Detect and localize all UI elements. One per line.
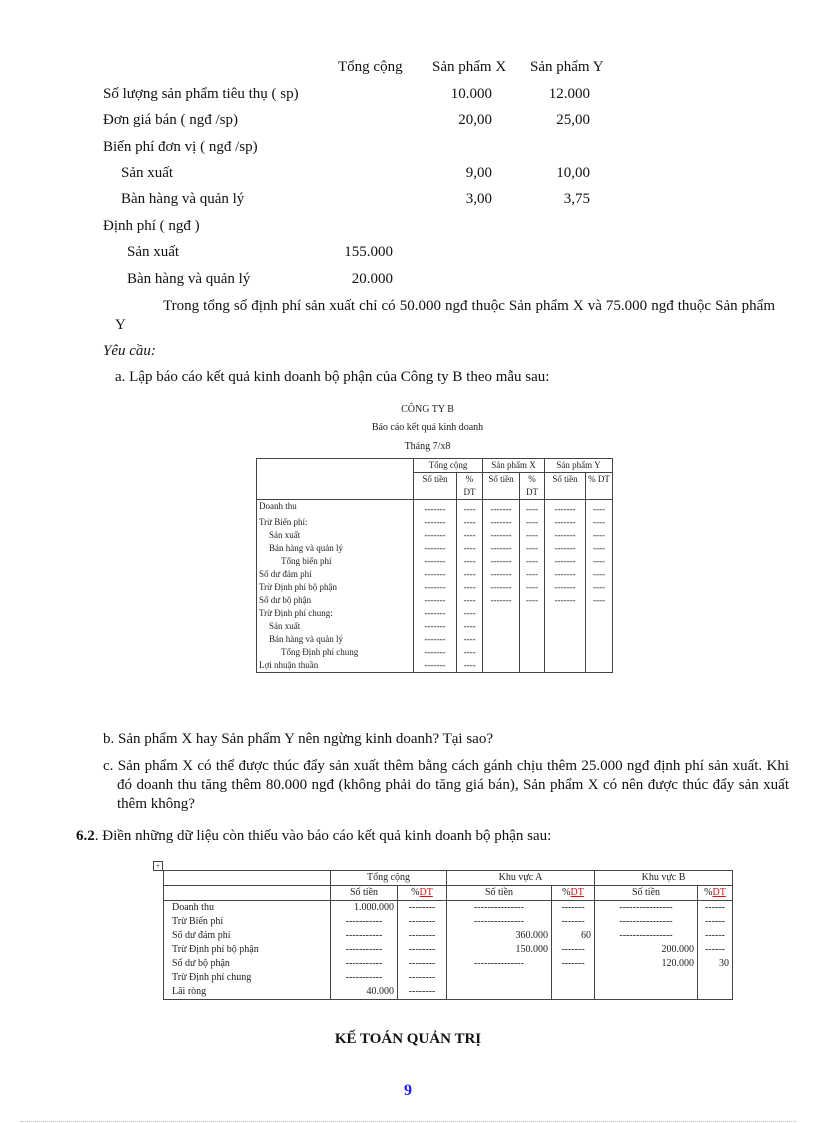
seg-cell[interactable] bbox=[698, 985, 733, 1000]
row-price-y: 25,00 bbox=[556, 112, 590, 128]
template-row-label: Tổng Định phí chung bbox=[257, 646, 414, 659]
template-cell: ------- bbox=[414, 646, 457, 659]
seg-cell[interactable]: ------ bbox=[698, 943, 733, 957]
template-row-label: Bán hàng và quản lý bbox=[257, 542, 414, 555]
seg-cell[interactable]: -------- bbox=[398, 915, 447, 929]
seg-cell[interactable]: --------------- bbox=[447, 915, 552, 929]
exercise-number: 6.2 bbox=[76, 828, 95, 844]
template-cell: ---- bbox=[457, 555, 483, 568]
seg-group-total: Tổng cộng bbox=[331, 871, 447, 886]
seg-cell[interactable] bbox=[447, 985, 552, 1000]
seg-row-label: Trừ Định phí bộ phận bbox=[164, 943, 331, 957]
template-cell: ------- bbox=[483, 529, 520, 542]
seg-cell[interactable]: --------------- bbox=[447, 957, 552, 971]
seg-cell[interactable]: ----------- bbox=[331, 915, 398, 929]
seg-cell[interactable]: ----------- bbox=[331, 943, 398, 957]
template-cell bbox=[586, 620, 613, 633]
pct-prefix: % bbox=[411, 887, 420, 898]
template-cell: ------- bbox=[545, 529, 586, 542]
seg-cell[interactable]: --------------- bbox=[447, 901, 552, 916]
seg-cell[interactable]: ---------------- bbox=[595, 929, 698, 943]
template-row-label: Trừ Biến phí: bbox=[257, 516, 414, 529]
template-cell bbox=[520, 659, 545, 673]
template-cell: ---- bbox=[457, 529, 483, 542]
template-cell bbox=[586, 646, 613, 659]
requirement-b: b. Sản phẩm X hay Sản phẩm Y nên ngừng kinh doanh? Tại sao? bbox=[103, 731, 493, 747]
seg-cell[interactable] bbox=[595, 985, 698, 1000]
template-cell: ---- bbox=[457, 594, 483, 607]
template-company: CÔNG TY B bbox=[401, 404, 454, 415]
seg-cell[interactable]: ------- bbox=[552, 915, 595, 929]
template-cell: ------- bbox=[414, 529, 457, 542]
seg-cell[interactable]: ---------------- bbox=[595, 915, 698, 929]
template-cell: ------- bbox=[483, 594, 520, 607]
seg-row bbox=[164, 971, 733, 985]
template-cell: ------- bbox=[414, 516, 457, 529]
template-month: Tháng 7/x8 bbox=[404, 441, 451, 452]
seg-sub-pct bbox=[552, 886, 595, 901]
template-row bbox=[257, 529, 613, 542]
template-cell: ---- bbox=[520, 568, 545, 581]
exercise-6-2 bbox=[76, 828, 551, 845]
row-qty-x: 10.000 bbox=[450, 86, 492, 102]
template-cell: ---- bbox=[457, 646, 483, 659]
template-cell: ---- bbox=[586, 529, 613, 542]
template-row-label: Trừ Định phí chung: bbox=[257, 607, 414, 620]
template-cell: ---- bbox=[520, 516, 545, 529]
template-cell bbox=[483, 607, 520, 620]
template-cell: ------- bbox=[483, 516, 520, 529]
seg-cell[interactable]: 150.000 bbox=[447, 943, 552, 957]
segment-report-table bbox=[163, 870, 733, 1000]
template-cell bbox=[545, 607, 586, 620]
seg-cell[interactable]: 120.000 bbox=[595, 957, 698, 971]
template-row bbox=[257, 516, 613, 529]
seg-sub-amount: Số tiền bbox=[447, 886, 552, 901]
template-row bbox=[257, 607, 613, 620]
template-row bbox=[257, 500, 613, 517]
template-cell bbox=[520, 633, 545, 646]
template-cell: ---- bbox=[520, 581, 545, 594]
seg-cell[interactable]: ------- bbox=[552, 957, 595, 971]
template-row bbox=[257, 581, 613, 594]
template-sub-header bbox=[257, 473, 613, 500]
seg-cell[interactable]: 60 bbox=[552, 929, 595, 943]
template-cell: ---- bbox=[520, 500, 545, 517]
requirements-title: Yêu cầu: bbox=[103, 343, 156, 359]
template-cell bbox=[545, 646, 586, 659]
seg-cell[interactable]: 360.000 bbox=[447, 929, 552, 943]
row-vc-prod-x: 9,00 bbox=[465, 165, 492, 181]
template-cell bbox=[483, 646, 520, 659]
template-cell: ---- bbox=[520, 594, 545, 607]
template-cell: ---- bbox=[457, 568, 483, 581]
seg-cell[interactable]: ------- bbox=[552, 943, 595, 957]
template-row bbox=[257, 568, 613, 581]
row-fc-label: Định phí ( ngđ ) bbox=[103, 218, 200, 234]
template-cell: ---- bbox=[586, 500, 613, 517]
template-group-total: Tổng cộng bbox=[414, 459, 483, 473]
footer-title: KẾ TOÁN QUẢN TRỊ bbox=[334, 1031, 482, 1047]
template-cell bbox=[520, 620, 545, 633]
template-sub-amount: Số tiền bbox=[414, 473, 457, 500]
template-cell bbox=[520, 607, 545, 620]
template-title: Báo cáo kết quả kinh doanh bbox=[371, 422, 484, 433]
requirement-c: c. Sản phẩm X có thể được thúc đẩy sản xuất thêm bằng cách gánh chịu thêm 25.000 ngđ định phí sản xuất. Khi đó doanh thu tăng thêm 80.000 ngđ (không phải do tăng giá bán), Sản phẩm X có nên được thúc đẩy sản xuất thêm không? bbox=[103, 758, 789, 812]
row-fc-prod-total: 155.000 bbox=[344, 244, 393, 260]
template-cell: ------- bbox=[483, 500, 520, 517]
template-group-y: Sản phẩm Y bbox=[545, 459, 613, 473]
pct-dt: DT bbox=[712, 887, 726, 898]
template-row-label: Tổng biến phí bbox=[257, 555, 414, 568]
template-cell: ---- bbox=[520, 555, 545, 568]
row-fc-prod-label: Sản xuất bbox=[127, 244, 180, 260]
template-report-table bbox=[256, 458, 613, 673]
template-cell bbox=[483, 659, 520, 673]
template-cell bbox=[483, 620, 520, 633]
template-cell: ------- bbox=[545, 594, 586, 607]
template-row-label: Số dư bộ phận bbox=[257, 594, 414, 607]
row-qty-y: 12.000 bbox=[548, 86, 590, 102]
template-row-label: Lợi nhuận thuần bbox=[257, 659, 414, 673]
seg-cell[interactable] bbox=[552, 985, 595, 1000]
row-vc-sales-x: 3,00 bbox=[465, 191, 492, 207]
template-row bbox=[257, 594, 613, 607]
row-vc-prod-y: 10,00 bbox=[556, 165, 590, 181]
template-cell: ---- bbox=[520, 529, 545, 542]
seg-cell[interactable]: -------- bbox=[398, 957, 447, 971]
template-cell: ------- bbox=[414, 555, 457, 568]
template-cell: ------- bbox=[414, 659, 457, 673]
col-header-product-x: Sản phẩm X bbox=[432, 59, 507, 75]
row-price-label: Đơn giá bán ( ngđ /sp) bbox=[103, 112, 238, 128]
template-cell: ------- bbox=[545, 555, 586, 568]
template-sub-amount: Số tiền bbox=[545, 473, 586, 500]
row-fc-sales-total: 20.000 bbox=[351, 271, 393, 287]
template-cell: ------- bbox=[414, 594, 457, 607]
template-cell: ------- bbox=[414, 620, 457, 633]
row-price-x: 20,00 bbox=[458, 112, 492, 128]
template-group-header bbox=[257, 459, 613, 473]
template-cell: ---- bbox=[457, 542, 483, 555]
seg-cell[interactable]: -------- bbox=[398, 943, 447, 957]
template-cell: ---- bbox=[586, 542, 613, 555]
template-cell: ------- bbox=[545, 581, 586, 594]
template-cell: ------- bbox=[545, 542, 586, 555]
seg-group-header bbox=[164, 871, 733, 886]
template-row bbox=[257, 555, 613, 568]
seg-row-label: Số dư bộ phận bbox=[164, 957, 331, 971]
seg-cell[interactable]: 1.000.000 bbox=[331, 901, 398, 916]
seg-row-label: Trừ Định phí chung bbox=[164, 971, 331, 985]
seg-cell[interactable]: 200.000 bbox=[595, 943, 698, 957]
pct-dt: DT bbox=[570, 887, 584, 898]
template-cell: ---- bbox=[586, 594, 613, 607]
template-cell bbox=[586, 607, 613, 620]
row-fc-sales-label: Bàn hàng và quản lý bbox=[127, 271, 251, 287]
template-row-label: Số dư đảm phí bbox=[257, 568, 414, 581]
seg-cell[interactable]: ------ bbox=[698, 915, 733, 929]
template-cell: ------- bbox=[545, 500, 586, 517]
col-header-total: Tổng cộng bbox=[338, 59, 403, 75]
row-vc-label: Biến phí đơn vị ( ngđ /sp) bbox=[103, 139, 258, 155]
seg-row-label: Số dư đảm phí bbox=[164, 929, 331, 943]
template-row bbox=[257, 620, 613, 633]
requirement-a: a. Lập báo cáo kết quả kinh doanh bộ phận của Công ty B theo mẫu sau: bbox=[115, 369, 550, 385]
seg-row-label: Trừ Biến phí bbox=[164, 915, 331, 929]
seg-cell[interactable]: -------- bbox=[398, 971, 447, 985]
template-cell: ------- bbox=[414, 633, 457, 646]
template-row-label: Sản xuất bbox=[257, 529, 414, 542]
template-cell bbox=[545, 659, 586, 673]
template-cell: ---- bbox=[586, 581, 613, 594]
seg-cell[interactable]: 30 bbox=[698, 957, 733, 971]
seg-cell[interactable] bbox=[698, 971, 733, 985]
row-vc-prod-label: Sản xuất bbox=[121, 165, 174, 181]
template-group-x: Sản phẩm X bbox=[483, 459, 545, 473]
template-cell bbox=[545, 633, 586, 646]
seg-cell[interactable] bbox=[447, 971, 552, 985]
template-cell: ---- bbox=[586, 516, 613, 529]
template-cell: ------- bbox=[483, 542, 520, 555]
template-row bbox=[257, 659, 613, 673]
seg-cell[interactable]: ------ bbox=[698, 901, 733, 916]
seg-row-label: Lãi ròng bbox=[164, 985, 331, 1000]
template-cell bbox=[586, 659, 613, 673]
template-sub-pct: % DT bbox=[457, 473, 483, 500]
template-cell bbox=[483, 633, 520, 646]
pct-prefix: % bbox=[704, 887, 713, 898]
template-cell: ------- bbox=[414, 581, 457, 594]
template-cell: ------- bbox=[545, 568, 586, 581]
template-cell: ------- bbox=[483, 581, 520, 594]
template-cell: ------- bbox=[545, 516, 586, 529]
seg-cell[interactable]: ----------- bbox=[331, 957, 398, 971]
template-cell: ---- bbox=[457, 633, 483, 646]
template-cell: ---- bbox=[457, 500, 483, 517]
seg-group-a: Khu vực A bbox=[447, 871, 595, 886]
seg-row bbox=[164, 901, 733, 916]
seg-sub-pct bbox=[698, 886, 733, 901]
seg-sub-pct bbox=[398, 886, 447, 901]
pct-prefix: % bbox=[562, 887, 571, 898]
row-vc-sales-label: Bàn hàng và quản lý bbox=[121, 191, 245, 207]
seg-sub-header bbox=[164, 886, 733, 901]
template-cell: ---- bbox=[586, 555, 613, 568]
seg-cell[interactable]: ------- bbox=[552, 901, 595, 916]
seg-cell[interactable] bbox=[552, 971, 595, 985]
template-row bbox=[257, 542, 613, 555]
template-cell: ------- bbox=[414, 542, 457, 555]
template-cell: ------- bbox=[483, 568, 520, 581]
seg-row bbox=[164, 943, 733, 957]
seg-row bbox=[164, 957, 733, 971]
template-row bbox=[257, 633, 613, 646]
exercise-text: . Điền những dữ liệu còn thiếu vào báo cáo kết quả kinh doanh bộ phận sau: bbox=[94, 828, 552, 844]
col-header-product-y: Sản phẩm Y bbox=[530, 59, 604, 75]
template-sub-pct: % DT bbox=[586, 473, 613, 500]
seg-cell[interactable]: 40.000 bbox=[331, 985, 398, 1000]
template-sub-pct: % DT bbox=[520, 473, 545, 500]
seg-row bbox=[164, 915, 733, 929]
seg-cell[interactable]: ---------------- bbox=[595, 901, 698, 916]
template-row-label: Trừ Định phí bộ phận bbox=[257, 581, 414, 594]
note-paragraph: Trong tổng số định phí sản xuất chỉ có 50.000 ngđ thuộc Sản phẩm X và 75.000 ngđ thuộc Sản phẩm Y bbox=[115, 298, 775, 333]
template-sub-amount: Số tiền bbox=[483, 473, 520, 500]
row-vc-sales-y: 3,75 bbox=[563, 191, 590, 207]
table-move-handle-icon[interactable]: + bbox=[153, 861, 163, 871]
seg-row-label: Doanh thu bbox=[164, 901, 331, 916]
seg-cell[interactable]: -------- bbox=[398, 929, 447, 943]
seg-cell[interactable]: ----------- bbox=[331, 929, 398, 943]
template-cell: ---- bbox=[457, 659, 483, 673]
template-cell: ------- bbox=[414, 568, 457, 581]
template-row-label: Sản xuất bbox=[257, 620, 414, 633]
template-cell: ------- bbox=[414, 607, 457, 620]
seg-cell[interactable]: -------- bbox=[398, 901, 447, 916]
template-cell: ---- bbox=[520, 542, 545, 555]
template-cell bbox=[545, 620, 586, 633]
seg-sub-amount: Số tiền bbox=[331, 886, 398, 901]
template-cell bbox=[520, 646, 545, 659]
page-bottom-rule bbox=[20, 1121, 796, 1122]
seg-cell[interactable] bbox=[595, 971, 698, 985]
template-cell: ---- bbox=[586, 568, 613, 581]
template-row bbox=[257, 646, 613, 659]
seg-sub-amount: Số tiền bbox=[595, 886, 698, 901]
seg-row bbox=[164, 985, 733, 1000]
template-cell bbox=[586, 633, 613, 646]
seg-group-b: Khu vực B bbox=[595, 871, 733, 886]
template-row-label: Bán hàng và quản lý bbox=[257, 633, 414, 646]
template-row-label: Doanh thu bbox=[257, 500, 414, 517]
page-number: 9 bbox=[404, 1082, 412, 1099]
template-cell: ---- bbox=[457, 581, 483, 594]
template-cell: ------- bbox=[483, 555, 520, 568]
pct-dt: DT bbox=[419, 887, 433, 898]
template-cell: ------- bbox=[414, 500, 457, 517]
template-cell: ---- bbox=[457, 516, 483, 529]
row-qty-label: Số lượng sản phẩm tiêu thụ ( sp) bbox=[103, 86, 299, 102]
template-cell: ---- bbox=[457, 620, 483, 633]
seg-cell[interactable]: ----------- bbox=[331, 971, 398, 985]
seg-cell[interactable]: -------- bbox=[398, 985, 447, 1000]
template-cell: ---- bbox=[457, 607, 483, 620]
seg-cell[interactable]: ------ bbox=[698, 929, 733, 943]
seg-row bbox=[164, 929, 733, 943]
